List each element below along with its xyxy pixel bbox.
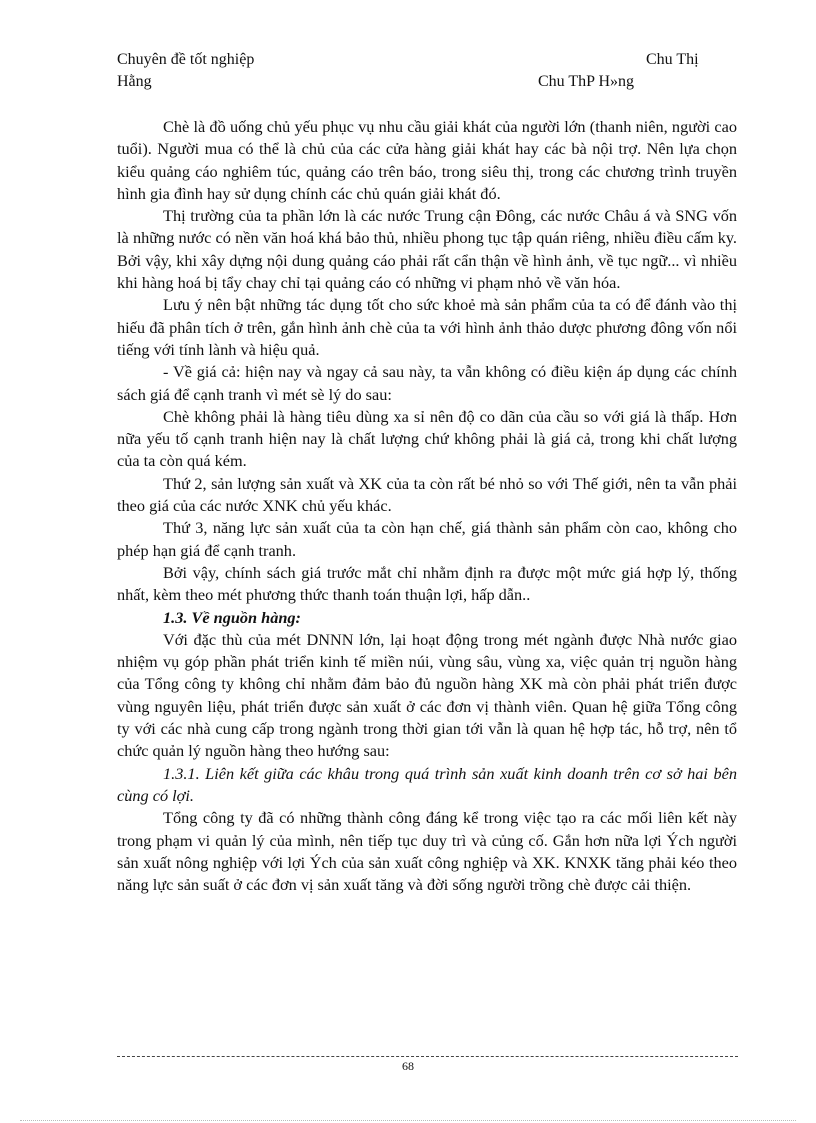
subsection-heading: 1.3.1. Liên kết giữa các khâu trong quá trình sản xuất kinh doanh trên cơ sở hai bên cùng có lợi.: [117, 763, 737, 805]
paragraph: Chè là đồ uống chủ yếu phục vụ nhu cầu giải khát của người lớn (thanh niên, người cao tuổi). Người mua có thể là chủ của các cửa hàng giải khát hay các bà nội trợ. Nên lựa chọn kiểu quảng cáo nghiêm túc, quảng cáo trên báo, trong siêu thị, trong các chương trình truyền hình gia đình hay sử dụng chính các chủ quán giải khát đó.: [117, 117, 737, 203]
header-author-continued: Chu ThP H»ng: [538, 73, 635, 90]
header-title: Chuyên đề tốt nghiệp: [117, 51, 255, 68]
header-author: Chu Thị: [646, 51, 699, 68]
paragraph: Tổng công ty đã có những thành công đáng kể trong việc tạo ra các mối liên kết này trong phạm vi quản lý của mình, nên tiếp tục duy trì và củng cố. Gắn hơn nữa lợi Ých người sản xuất nông nghiệp với lợi Ých của sản xuất công nghiệp và XK. KNXK tăng phải kéo theo năng lực sản suất ở các đơn vị sản xuất tăng và đời sống người trồng chè được cải thiện.: [117, 808, 737, 895]
section-heading: 1.3. Về nguồn hàng:: [163, 607, 301, 627]
paragraph: Thứ 3, năng lực sản xuất của ta còn hạn chế, giá thành sản phẩm còn cao, không cho phép hạn giá để cạnh tranh.: [117, 518, 737, 560]
header-title-continued: Hằng: [117, 73, 152, 90]
paragraph: - Về giá cả: hiện nay và ngay cả sau này, ta vẫn không có điều kiện áp dụng các chính sách giá để cạnh tranh vì mét sè lý do sau:: [117, 362, 737, 404]
paragraph: Thị trường của ta phần lớn là các nước Trung cận Đông, các nước Châu á và SNG vốn là những nước có nền văn hoá khá bảo thủ, nhiều phong tục tập quán riêng, nhiều điều cấm ky. Bởi vậy, khi xây dựng nội dung quảng cáo phải rất cẩn thận về hình ảnh, về tục ngữ... vì nhiều khi hàng hoá bị tẩy chay chỉ tại quảng cáo có những vi phạm nhỏ về văn hóa.: [117, 206, 737, 293]
page-number: 68: [402, 1059, 414, 1073]
page-bottom-border: [20, 1120, 796, 1121]
paragraph: Bởi vậy, chính sách giá trước mắt chỉ nhằm định ra được một mức giá hợp lý, thống nhất, kèm theo mét phương thức thanh toán thuận lợi, hấp dẫn..: [117, 562, 737, 605]
paragraph: Lưu ý nên bật những tác dụng tốt cho sức khoẻ mà sản phẩm của ta có để đánh vào thị hiếu đã phân tích ở trên, gắn hình ảnh chè của ta với hình ảnh thảo dược phương đông vốn nổi tiếng với tính lành và hiệu quả.: [117, 295, 737, 359]
paragraph: Với đặc thù của mét DNNN lớn, lại hoạt động trong mét ngành được Nhà nước giao nhiệm vụ góp phần phát triển kinh tế miền núi, vùng sâu, vùng xa, việc quản trị nguồn hàng của Tổng công ty không chỉ nhằm đảm bảo đủ nguồn hàng XK mà còn phải phát triển được vùng nguyên liệu, phát triển được sản xuất ở các đơn vị thành viên. Quan hệ giữa Tổng công ty với các nhà cung cấp trong ngành trong thời gian tới vẫn là quan hệ hợp tác, hỗ trợ, nên tổ chức quản lý nguồn hàng theo hướng sau:: [117, 629, 737, 761]
document-body: [117, 116, 737, 896]
footer-divider: [117, 1056, 738, 1057]
paragraph: Chè không phải là hàng tiêu dùng xa sỉ nên độ co dãn của cầu so với giá là thấp. Hơn nữa yếu tố cạnh tranh hiện nay là chất lượng chứ không phải là giá cả, trong khi chất lượng của ta còn quá kém.: [117, 406, 737, 471]
paragraph: Thứ 2, sản lượng sản xuất và XK của ta còn rất bé nhỏ so với Thế giới, nên ta vẫn phải theo giá của các nước XNK chủ yếu khác.: [117, 473, 737, 516]
